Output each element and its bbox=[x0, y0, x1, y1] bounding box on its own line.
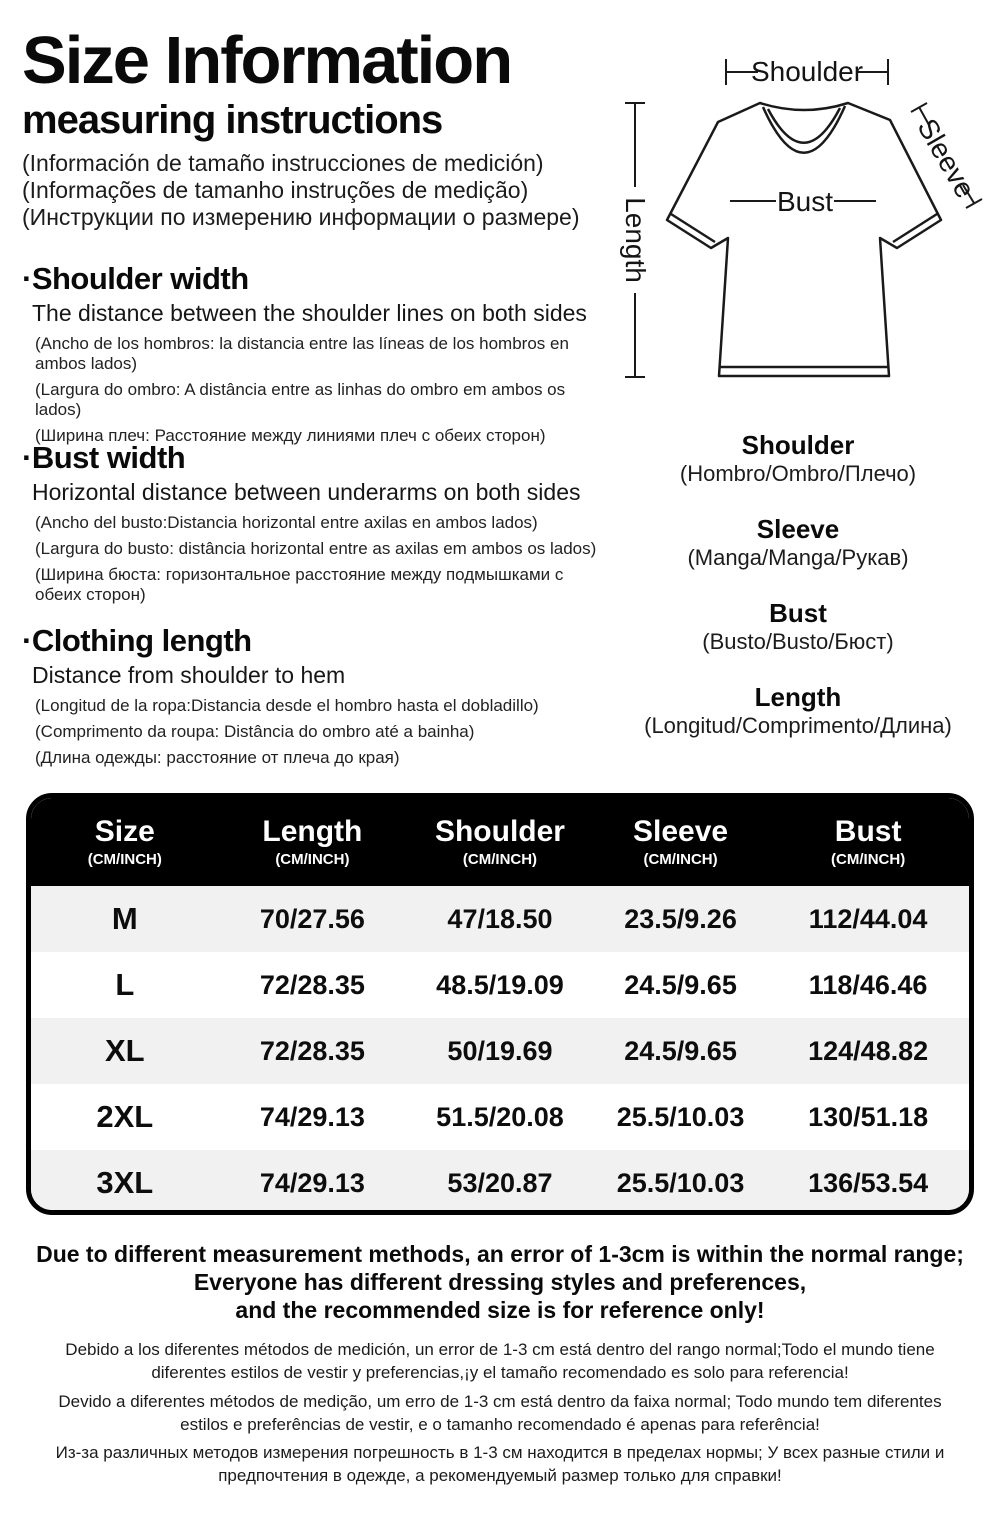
length-cell: 70/27.56 bbox=[259, 903, 365, 934]
disclaimer-line: Everyone has different dressing styles and preferences, bbox=[193, 1269, 807, 1295]
section-note-ru: (Ширина бюста: горизонтальное расстояние между подмышками с обеих сторон) bbox=[35, 565, 564, 604]
section-clothing-length bbox=[22, 624, 614, 774]
col-label: Sleeve bbox=[632, 815, 729, 848]
length-cell: 72/28.35 bbox=[259, 1035, 365, 1066]
diagram-length-label: Length bbox=[620, 197, 651, 283]
section-note-es: (Ancho de los hombros: la distancia entre las líneas de los hombros en ambos lados) bbox=[35, 334, 569, 373]
size-cell: 2XL bbox=[96, 1099, 154, 1134]
measurement-disclaimer bbox=[0, 1240, 1000, 1324]
sleeve-cell: 25.5/10.03 bbox=[616, 1101, 745, 1132]
diagram-shoulder-label: Shoulder bbox=[750, 56, 864, 87]
size-cell: L bbox=[115, 967, 135, 1002]
col-header-size bbox=[31, 816, 219, 868]
size-cell: XL bbox=[104, 1033, 145, 1068]
bust-cell: 112/44.04 bbox=[808, 903, 928, 934]
disclaimer-line: and the recommended size is for reference only! bbox=[235, 1297, 765, 1323]
length-cell: 74/29.13 bbox=[259, 1167, 365, 1198]
sleeve-cell: 23.5/9.26 bbox=[624, 903, 737, 934]
section-note-es: (Ancho del busto:Distancia horizontal entre axilas en ambos lados) bbox=[35, 513, 538, 532]
legend-term: Length bbox=[754, 682, 842, 712]
length-cell: 72/28.35 bbox=[259, 969, 365, 1000]
diagram-bust-label: Bust bbox=[776, 186, 834, 217]
sleeve-cell: 24.5/9.65 bbox=[624, 1035, 737, 1066]
shoulder-cell: 50/19.69 bbox=[447, 1035, 553, 1066]
subtitle-note-es: (Información de tamaño instrucciones de medición) bbox=[22, 150, 544, 177]
disclaimer-ru: Из-за различных методов измерения погрешность в 1-3 см находится в пределах нормы; У всех разные стили и предпочтения в одежде, а рекомендуемый размер только для справки! bbox=[55, 1443, 945, 1485]
page-subtitle: measuring instructions bbox=[22, 98, 443, 143]
shoulder-cell: 48.5/19.09 bbox=[436, 969, 564, 1000]
table-row bbox=[31, 1018, 969, 1084]
sleeve-cell: 25.5/10.03 bbox=[616, 1167, 745, 1198]
col-header-sleeve bbox=[594, 816, 768, 868]
section-description: The distance between the shoulder lines on both sides bbox=[32, 300, 587, 326]
legend-translation: (Manga/Manga/Рукав) bbox=[687, 545, 909, 570]
tshirt-drawing bbox=[608, 35, 988, 435]
size-table bbox=[26, 793, 974, 1215]
section-bust-width bbox=[22, 441, 614, 611]
legend-term: Bust bbox=[769, 598, 827, 628]
legend-translation: (Longitud/Comprimento/Длина) bbox=[644, 713, 952, 738]
col-header-shoulder bbox=[406, 816, 594, 868]
section-note-pt: (Comprimento da roupa: Distância do ombro até a bainha) bbox=[35, 722, 475, 741]
subtitle-note-pt: (Informações de tamanho instruções de medição) bbox=[22, 177, 529, 204]
tshirt-outline bbox=[667, 103, 941, 376]
bust-cell: 136/53.54 bbox=[808, 1167, 929, 1198]
section-description: Horizontal distance between underarms on both sides bbox=[32, 479, 581, 505]
subtitle-translations bbox=[22, 150, 612, 231]
col-unit: (CM/INCH) bbox=[275, 851, 350, 868]
tshirt-diagram bbox=[608, 35, 988, 435]
size-cell: M bbox=[111, 901, 138, 936]
legend-entry-shoulder bbox=[608, 430, 988, 487]
legend-term: Shoulder bbox=[741, 430, 855, 460]
section-description: Distance from shoulder to hem bbox=[32, 662, 346, 688]
table-row bbox=[31, 952, 969, 1018]
section-note-ru: (Длина одежды: расстояние от плеча до края) bbox=[35, 748, 400, 767]
legend-term: Sleeve bbox=[756, 514, 840, 544]
section-heading: ·Bust width bbox=[22, 440, 186, 475]
table-row bbox=[31, 886, 969, 952]
size-table-header bbox=[31, 798, 969, 886]
legend-entry-bust bbox=[608, 598, 988, 655]
legend-entry-length bbox=[608, 682, 988, 739]
disclaimer-pt: Devido a diferentes métodos de medição, um erro de 1-3 cm está dentro da faixa normal; Todo mundo tem diferentes estilos e preferências de vestir, e o tamanho recomendado é apenas para referência! bbox=[58, 1392, 942, 1434]
legend-translation: (Busto/Busto/Бюст) bbox=[702, 629, 894, 654]
table-row bbox=[31, 1150, 969, 1215]
bust-cell: 130/51.18 bbox=[808, 1101, 929, 1132]
section-heading: ·Shoulder width bbox=[22, 261, 249, 296]
title-block bbox=[22, 23, 612, 231]
section-shoulder-width bbox=[22, 262, 614, 452]
col-label: Length bbox=[262, 815, 363, 848]
col-unit: (CM/INCH) bbox=[643, 851, 718, 868]
col-unit: (CM/INCH) bbox=[831, 851, 906, 868]
length-cell: 74/29.13 bbox=[259, 1101, 365, 1132]
bust-cell: 118/46.46 bbox=[808, 969, 928, 1000]
section-heading: ·Clothing length bbox=[22, 623, 252, 658]
section-note-pt: (Largura do ombro: A distância entre as linhas do ombro em ambos os lados) bbox=[35, 380, 566, 419]
bust-cell: 124/48.82 bbox=[808, 1035, 929, 1066]
section-note-es: (Longitud de la ropa:Distancia desde el hombro hasta el dobladillo) bbox=[35, 696, 539, 715]
disclaimer-es: Debido a los diferentes métodos de medición, un error de 1-3 cm está dentro del rango normal;Todo el mundo tiene diferentes estilos de vestir y preferencias,¡y el tamaño recomendado es solo para referencia! bbox=[65, 1340, 935, 1382]
col-header-bust bbox=[767, 816, 969, 868]
col-unit: (CM/INCH) bbox=[87, 851, 162, 868]
shoulder-cell: 53/20.87 bbox=[447, 1167, 553, 1198]
col-label: Shoulder bbox=[434, 815, 565, 848]
table-row bbox=[31, 1084, 969, 1150]
subtitle-note-ru: (Инструкции по измерению информации о размере) bbox=[22, 204, 580, 231]
section-note-ru: (Ширина плеч: Расстояние между линиями плеч с обеих сторон) bbox=[35, 426, 546, 445]
col-header-length bbox=[219, 816, 407, 868]
col-label: Bust bbox=[834, 815, 902, 848]
page-title: Size Information bbox=[22, 23, 512, 98]
shoulder-cell: 51.5/20.08 bbox=[436, 1101, 564, 1132]
shoulder-cell: 47/18.50 bbox=[447, 903, 553, 934]
col-label: Size bbox=[94, 815, 155, 848]
disclaimer-line: Due to different measurement methods, an error of 1-3cm is within the normal range; bbox=[36, 1241, 964, 1267]
measurement-legend bbox=[608, 430, 988, 766]
diagram-sleeve-label: Sleeve bbox=[911, 113, 982, 204]
size-cell: 3XL bbox=[96, 1165, 154, 1200]
legend-entry-sleeve bbox=[608, 514, 988, 571]
legend-translation: (Hombro/Ombro/Плечо) bbox=[679, 461, 917, 486]
section-note-pt: (Largura do busto: distância horizontal entre as axilas em ambos os lados) bbox=[35, 539, 597, 558]
sleeve-cell: 24.5/9.65 bbox=[624, 969, 737, 1000]
col-unit: (CM/INCH) bbox=[462, 851, 538, 868]
